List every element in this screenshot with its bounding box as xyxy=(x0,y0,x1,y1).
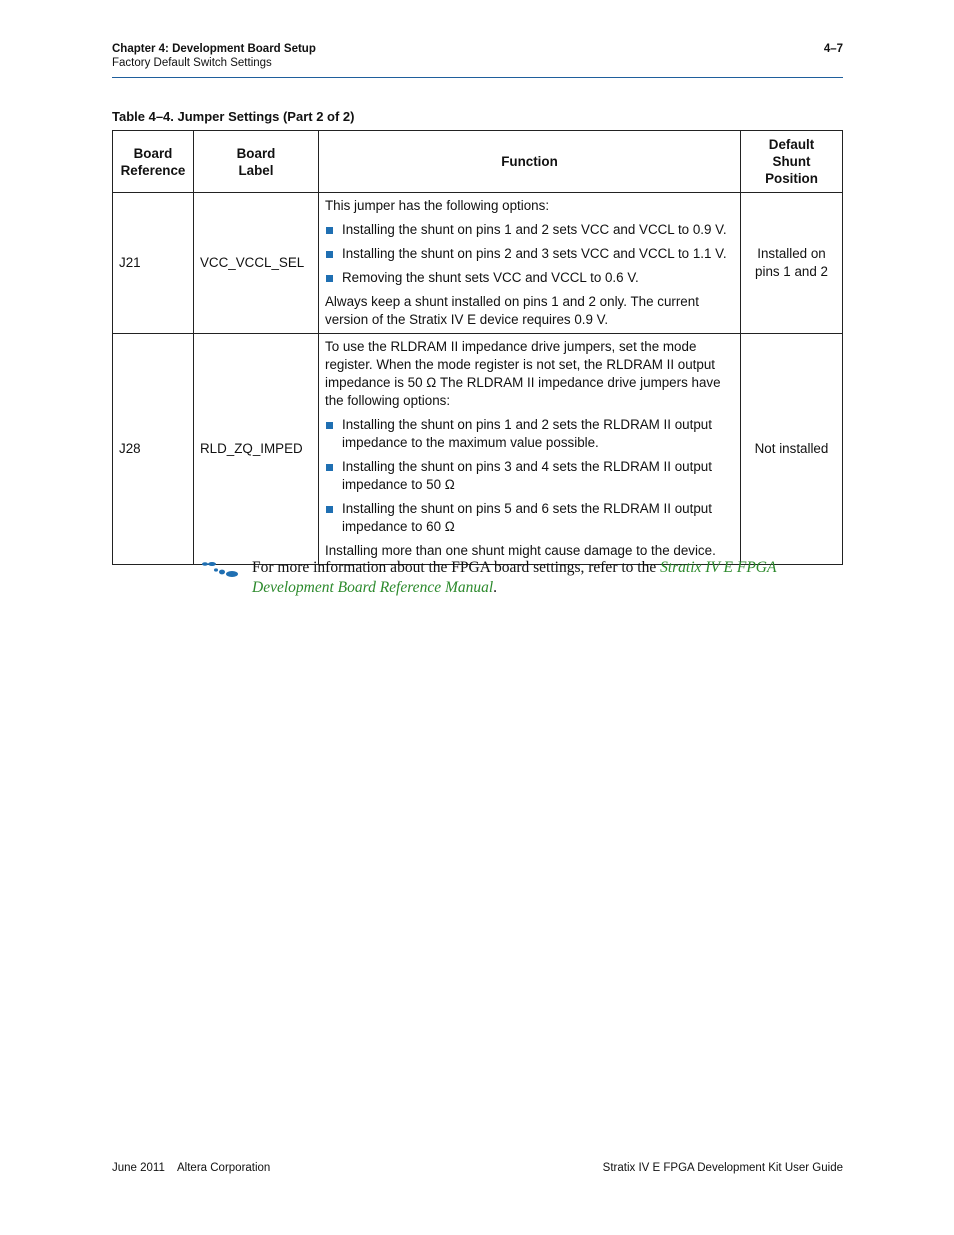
function-outro: Always keep a shunt installed on pins 1 and 2 only. The current version of the Stratix IV E device requires 0.9 V. xyxy=(325,294,699,327)
option-list xyxy=(325,416,734,536)
footer-doc-title: Stratix IV E FPGA Development Kit User Guide xyxy=(602,1162,843,1174)
list-item: Installing the shunt on pins 2 and 3 sets VCC and VCCL to 1.1 V. xyxy=(325,245,734,263)
board-reference-cell: J21 xyxy=(113,193,194,334)
option-list xyxy=(325,221,734,287)
jumper-settings-table xyxy=(112,130,843,565)
more-info-note xyxy=(200,558,840,598)
table-header-row xyxy=(113,131,843,193)
function-cell xyxy=(319,334,741,565)
board-reference-cell: J28 xyxy=(113,334,194,565)
table-row xyxy=(113,193,843,334)
page-footer xyxy=(112,1162,843,1174)
column-header-default-shunt-position: Default Shunt Position xyxy=(741,131,843,193)
note-text: For more information about the FPGA board settings, refer to the Stratix IV E FPGA Development Board Reference Manual. xyxy=(252,559,777,596)
reference-manual-link[interactable]: Stratix IV E FPGA Development Board Reference Manual xyxy=(252,559,777,596)
bullet-square-icon xyxy=(326,506,333,513)
table-caption: Table 4–4. Jumper Settings (Part 2 of 2) xyxy=(112,109,355,124)
function-outro: Installing more than one shunt might cause damage to the device. xyxy=(325,543,716,558)
list-item: Installing the shunt on pins 1 and 2 sets the RLDRAM II output impedance to the maximum value possible. xyxy=(325,416,734,452)
column-header-board-label: Board Label xyxy=(194,131,319,193)
bullet-square-icon xyxy=(326,227,333,234)
header-divider xyxy=(112,77,843,78)
footer-date-company: June 2011 Altera Corporation xyxy=(112,1162,271,1174)
page-header xyxy=(112,43,843,69)
footprints-icon xyxy=(200,560,240,586)
bullet-square-icon xyxy=(326,275,333,282)
page-number: 4–7 xyxy=(823,43,843,55)
bullet-square-icon xyxy=(326,464,333,471)
board-label-cell: VCC_VCCL_SEL xyxy=(194,193,319,334)
list-item: Installing the shunt on pins 1 and 2 sets VCC and VCCL to 0.9 V. xyxy=(325,221,734,239)
column-header-function: Function xyxy=(319,131,741,193)
bullet-square-icon xyxy=(326,251,333,258)
default-shunt-cell: Installed on pins 1 and 2 xyxy=(741,193,843,334)
function-intro: This jumper has the following options: xyxy=(325,198,550,213)
function-intro: To use the RLDRAM II impedance drive jumpers, set the mode register. When the mode register is not set, the RLDRAM II output impedance is 50 Ω The RLDRAM II impedance drive jumpers have the following options: xyxy=(325,339,721,408)
table-row xyxy=(113,334,843,565)
list-item: Removing the shunt sets VCC and VCCL to 0.6 V. xyxy=(325,269,734,287)
bullet-square-icon xyxy=(326,422,333,429)
function-cell xyxy=(319,193,741,334)
column-header-board-reference: Board Reference xyxy=(113,131,194,193)
default-shunt-cell: Not installed xyxy=(741,334,843,565)
list-item: Installing the shunt on pins 3 and 4 sets the RLDRAM II output impedance to 50 Ω xyxy=(325,458,734,494)
section-title: Factory Default Switch Settings xyxy=(112,57,272,69)
board-label-cell: RLD_ZQ_IMPED xyxy=(194,334,319,565)
chapter-title: Chapter 4: Development Board Setup xyxy=(112,43,316,55)
list-item: Installing the shunt on pins 5 and 6 sets the RLDRAM II output impedance to 60 Ω xyxy=(325,500,734,536)
